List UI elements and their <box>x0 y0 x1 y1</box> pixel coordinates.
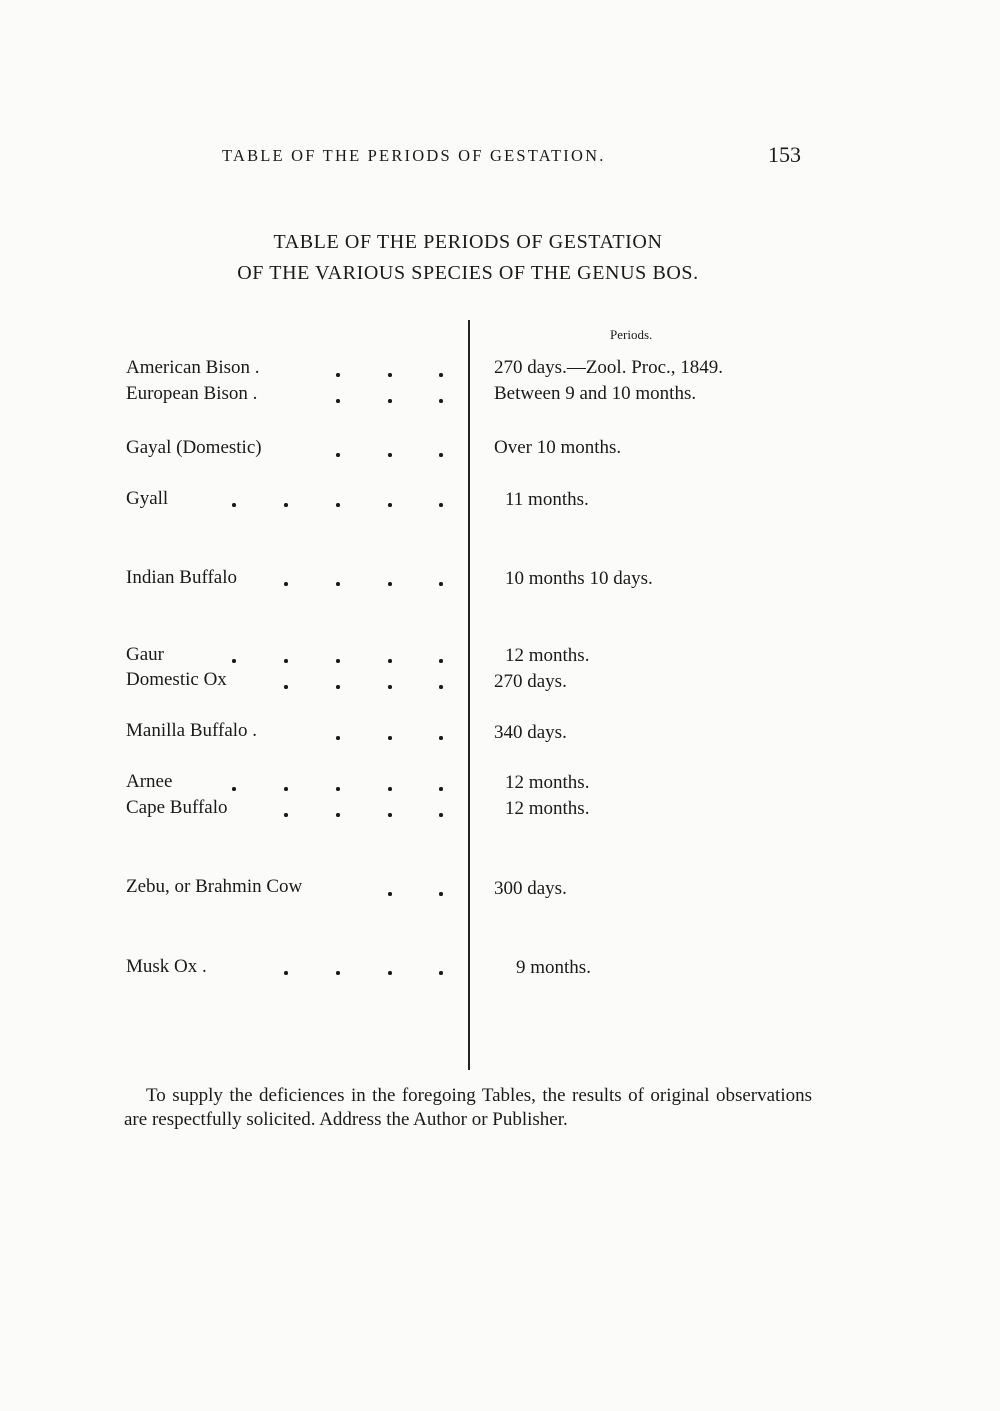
table-title-line-1: TABLE OF THE PERIODS OF GESTATION <box>273 231 663 253</box>
leader-dot <box>336 787 340 791</box>
leader-dot <box>336 813 340 817</box>
leader-dot <box>336 582 340 586</box>
leader-dot <box>284 503 288 507</box>
leader-dot <box>336 736 340 740</box>
gestation-period: Over 10 months. <box>494 437 622 458</box>
leader-dot <box>439 453 443 457</box>
table-title-line-2: OF THE VARIOUS SPECIES OF THE GENUS BOS. <box>237 262 699 284</box>
page-number: 153 <box>768 142 801 167</box>
gestation-period: 12 months. <box>505 645 590 666</box>
leader-dot <box>336 659 340 663</box>
gestation-period: 270 days.—Zool. Proc., 1849. <box>494 357 724 378</box>
leader-dot <box>388 399 392 403</box>
leader-dot <box>439 373 443 377</box>
leader-dot <box>439 582 443 586</box>
leader-dot <box>284 685 288 689</box>
leader-dot <box>388 582 392 586</box>
leader-dot <box>388 892 392 896</box>
species-name: Musk Ox . <box>126 956 207 977</box>
leader-dot <box>284 971 288 975</box>
leader-dot <box>388 659 392 663</box>
gestation-period: 12 months. <box>505 798 590 819</box>
leader-dot <box>336 971 340 975</box>
leader-dot <box>388 736 392 740</box>
column-divider <box>468 320 470 1070</box>
leader-dot <box>284 659 288 663</box>
leader-dot <box>284 582 288 586</box>
footnote <box>124 1084 812 1132</box>
species-name: Cape Buffalo <box>126 797 228 818</box>
species-name: Manilla Buffalo . <box>126 720 258 741</box>
leader-dot <box>388 971 392 975</box>
gestation-period: Between 9 and 10 months. <box>494 383 697 404</box>
species-name: Domestic Ox <box>126 669 227 690</box>
footnote-text: To supply the deficiences in the foregoing Tables, the results of original observations are respectfully solicited. Address the Author or Publisher. <box>124 1085 812 1130</box>
species-name: Zebu, or Brahmin Cow <box>126 876 303 897</box>
species-name: Indian Buffalo <box>126 567 237 588</box>
leader-dot <box>388 685 392 689</box>
gestation-period: 300 days. <box>494 878 567 899</box>
leader-dot <box>388 453 392 457</box>
leader-dot <box>336 503 340 507</box>
leader-dot <box>439 685 443 689</box>
leader-dot <box>336 685 340 689</box>
leader-dot <box>336 399 340 403</box>
leader-dot <box>439 971 443 975</box>
leader-dot <box>439 736 443 740</box>
species-name: Arnee <box>126 771 173 792</box>
leader-dot <box>388 503 392 507</box>
leader-dot <box>439 503 443 507</box>
leader-dot <box>232 787 236 791</box>
gestation-period: 10 months 10 days. <box>505 568 653 589</box>
leader-dot <box>439 787 443 791</box>
leader-dot <box>388 813 392 817</box>
leader-dot <box>232 503 236 507</box>
species-name: Gayal (Domestic) <box>126 437 262 458</box>
species-name: American Bison . <box>126 357 260 378</box>
leader-dot <box>439 892 443 896</box>
leader-dot <box>284 787 288 791</box>
leader-dot <box>439 813 443 817</box>
species-name: Gyall <box>126 488 169 509</box>
species-name: European Bison . <box>126 383 258 404</box>
leader-dot <box>232 659 236 663</box>
periods-column-header: Periods. <box>610 327 653 342</box>
leader-dot <box>388 787 392 791</box>
gestation-period: 9 months. <box>516 957 591 978</box>
gestation-period: 270 days. <box>494 671 567 692</box>
leader-dot <box>336 453 340 457</box>
running-head: TABLE OF THE PERIODS OF GESTATION. <box>222 146 606 165</box>
leader-dot <box>439 659 443 663</box>
leader-dot <box>284 813 288 817</box>
gestation-period: 12 months. <box>505 772 590 793</box>
species-name: Gaur <box>126 644 164 665</box>
gestation-period: 11 months. <box>505 489 589 510</box>
gestation-period: 340 days. <box>494 722 567 743</box>
leader-dot <box>439 399 443 403</box>
leader-dot <box>388 373 392 377</box>
leader-dot <box>336 373 340 377</box>
